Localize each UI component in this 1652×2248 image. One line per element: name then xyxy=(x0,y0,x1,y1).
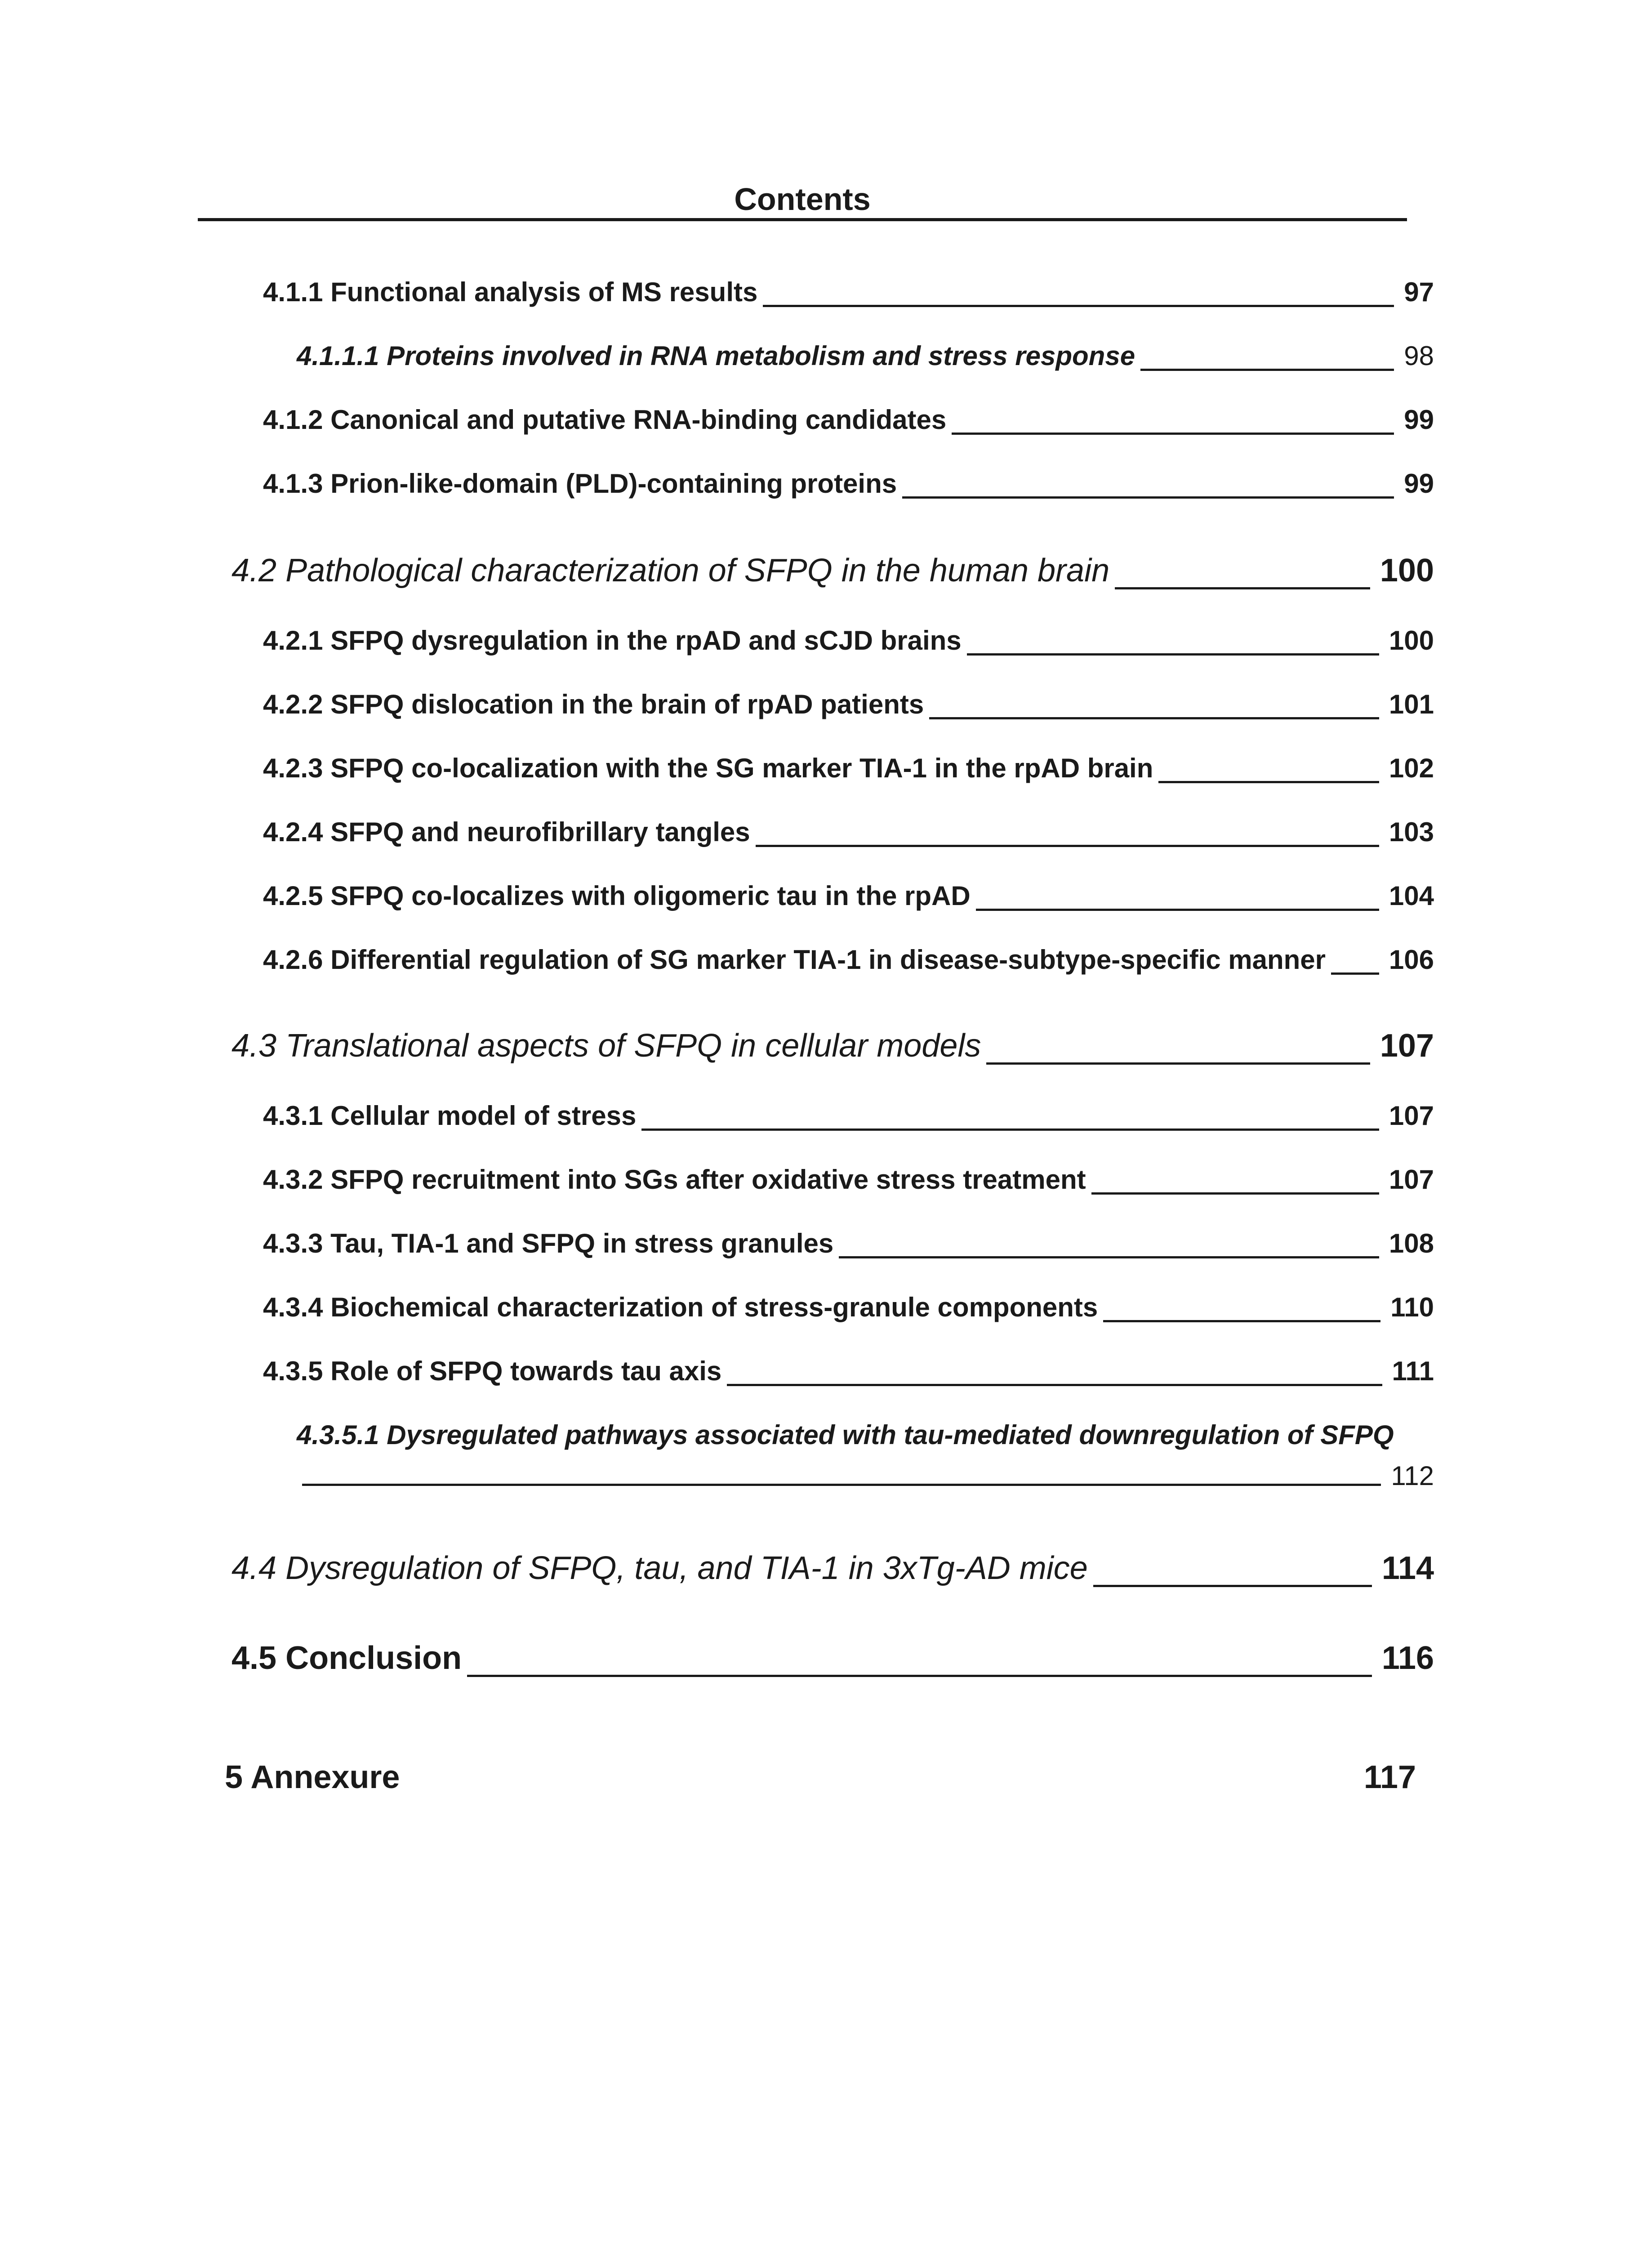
toc-entry-title: 4.3.5.1 Dysregulated pathways associated with tau-mediated downregulation of SFPQ xyxy=(297,1420,1394,1450)
leader-line xyxy=(1091,1192,1379,1195)
toc-entry-page: 97 xyxy=(1404,277,1434,307)
leader-line xyxy=(1158,781,1379,783)
toc-entry-page: 102 xyxy=(1389,753,1434,783)
toc-section-entry[interactable] xyxy=(232,1640,1434,1682)
toc-entry[interactable] xyxy=(263,1164,1434,1200)
leader-line xyxy=(1103,1320,1380,1322)
leader-line xyxy=(1115,587,1370,589)
toc-entry[interactable] xyxy=(263,689,1434,725)
leader-line xyxy=(952,433,1394,435)
toc-entry-title: 4.2.2 SFPQ dislocation in the brain of rpAD patients xyxy=(263,689,924,719)
toc-entry[interactable] xyxy=(263,816,1434,852)
leader-line xyxy=(976,909,1379,911)
leader-line xyxy=(302,1484,1381,1486)
toc-entry-wrapped[interactable] xyxy=(297,1419,1434,1491)
toc-entry[interactable] xyxy=(263,468,1434,504)
toc-section-entry[interactable] xyxy=(232,552,1434,595)
toc-entry-page: 107 xyxy=(1389,1164,1434,1195)
toc-entry-page: 114 xyxy=(1381,1550,1434,1586)
toc-entry-title: 4.1.1.1 Proteins involved in RNA metabolism and stress response xyxy=(297,341,1135,371)
toc-entry-title: 4.3.4 Biochemical characterization of stress-granule components xyxy=(263,1292,1098,1322)
leader-line xyxy=(902,496,1394,499)
leader-line xyxy=(986,1062,1370,1065)
toc-entry[interactable] xyxy=(263,625,1434,661)
toc-entry-title: 4.1.2 Canonical and putative RNA-binding candidates xyxy=(263,405,947,435)
toc-entry-title: 4.4 Dysregulation of SFPQ, tau, and TIA-1 in 3xTg-AD mice xyxy=(232,1550,1088,1586)
toc-entry-title: 4.2.6 Differential regulation of SG marker TIA-1 in disease-subtype-specific manner xyxy=(263,945,1326,975)
toc-entry[interactable] xyxy=(263,753,1434,789)
toc-entry-page: 103 xyxy=(1389,817,1434,847)
toc-entry-title: 4.3.5 Role of SFPQ towards tau axis xyxy=(263,1356,722,1386)
toc-entry[interactable] xyxy=(263,277,1434,312)
toc-entry[interactable] xyxy=(263,404,1434,440)
leader-line xyxy=(1331,972,1379,975)
toc-entry-page: 99 xyxy=(1404,405,1434,435)
page-title: Contents xyxy=(734,182,871,217)
toc-section-entry[interactable] xyxy=(232,1027,1434,1070)
toc-section-entry[interactable] xyxy=(232,1550,1434,1592)
toc-entry-title: 4.2.4 SFPQ and neurofibrillary tangles xyxy=(263,817,750,847)
toc-entry-page: 111 xyxy=(1392,1356,1434,1386)
toc-entry-page: 116 xyxy=(1381,1640,1434,1676)
toc-entry-title: 4.1.1 Functional analysis of MS results xyxy=(263,277,758,307)
leader-line xyxy=(839,1256,1379,1258)
toc-entry-page: 107 xyxy=(1389,1101,1434,1131)
toc-entry[interactable] xyxy=(263,1100,1434,1136)
toc-entry[interactable] xyxy=(263,944,1434,980)
toc-entry-page: 106 xyxy=(1389,945,1434,975)
toc-entry-page: 98 xyxy=(1404,341,1434,371)
toc-entry-title: 4.3 Translational aspects of SFPQ in cellular models xyxy=(232,1028,981,1064)
toc-entry[interactable] xyxy=(297,340,1434,376)
toc-entry-title: 4.1.3 Prion-like-domain (PLD)-containing proteins xyxy=(263,468,897,499)
toc-entry-title: 4.3.1 Cellular model of stress xyxy=(263,1101,637,1131)
toc-entry-page: 101 xyxy=(1389,689,1434,719)
leader-line xyxy=(467,1675,1372,1677)
toc-entry-title: 4.2.5 SFPQ co-localizes with oligomeric tau in the rpAD xyxy=(263,881,971,911)
toc-entry[interactable] xyxy=(263,1356,1434,1392)
toc-entry[interactable] xyxy=(263,1228,1434,1264)
toc-entry-title: 4.2.1 SFPQ dysregulation in the rpAD and sCJD brains xyxy=(263,625,962,656)
toc-entry-page: 100 xyxy=(1380,553,1434,589)
leader-line xyxy=(763,305,1394,307)
toc-chapter-entry[interactable] xyxy=(225,1759,1416,1802)
leader-line xyxy=(929,717,1379,719)
toc-entry-page: 100 xyxy=(1389,625,1434,656)
toc-entry-title: 4.5 Conclusion xyxy=(232,1640,462,1676)
leader-line xyxy=(1093,1585,1372,1587)
toc-entry-title: 4.3.3 Tau, TIA-1 and SFPQ in stress granules xyxy=(263,1228,834,1258)
toc-entry-title: 4.3.2 SFPQ recruitment into SGs after oxidative stress treatment xyxy=(263,1164,1086,1195)
toc-entry[interactable] xyxy=(263,880,1434,916)
leader-line xyxy=(1140,369,1394,371)
toc-entry-page: 108 xyxy=(1389,1228,1434,1258)
toc-entry[interactable] xyxy=(263,1292,1434,1328)
leader-line xyxy=(641,1128,1379,1131)
toc-entry-leader-row xyxy=(297,1460,1434,1491)
toc-entry-title: 5 Annexure xyxy=(225,1759,400,1795)
toc-entry-page: 110 xyxy=(1390,1292,1434,1322)
leader-line xyxy=(727,1384,1382,1386)
leader-line xyxy=(756,845,1379,847)
toc-entry-title: 4.2.3 SFPQ co-localization with the SG marker TIA-1 in the rpAD brain xyxy=(263,753,1153,783)
toc-entry-page: 117 xyxy=(1363,1759,1416,1795)
toc-entry-page: 112 xyxy=(1391,1461,1434,1491)
toc-entry-page: 99 xyxy=(1404,468,1434,499)
toc-entry-title: 4.2 Pathological characterization of SFPQ in the human brain xyxy=(232,553,1110,589)
contents-header xyxy=(198,173,1407,221)
toc-entry-page: 104 xyxy=(1389,881,1434,911)
leader-line xyxy=(967,653,1379,656)
toc-entry-page: 107 xyxy=(1380,1028,1434,1064)
